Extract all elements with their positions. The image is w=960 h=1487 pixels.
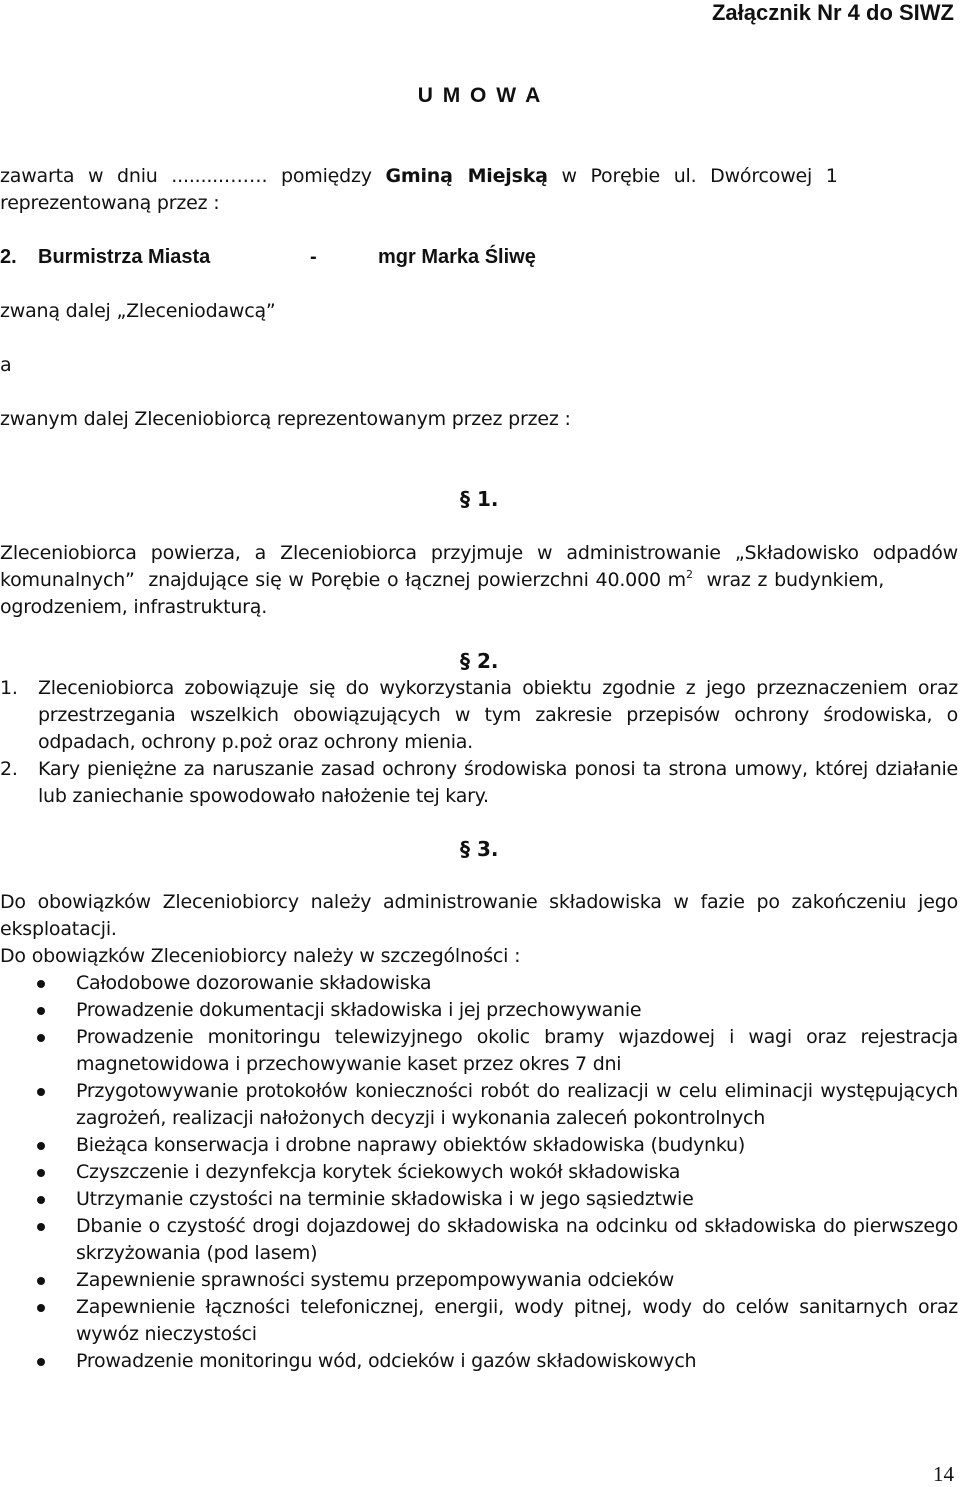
list-item: Czyszczenie i dezynfekcja korytek ściekowych wokół składowiska [0,1159,958,1186]
list-item: Przygotowywanie protokołów konieczności robót do realizacji w celu eliminacji występujących zagrożeń, realizacji nałożonych decyzji i wykonania zaleceń pokontrolnych [0,1078,958,1132]
representative-dash: - [310,246,317,268]
section-1-heading: § 1. [460,487,499,511]
list-item: Dbanie o czystość drogi dojazdowej do składowiska na odcinku od składowiska do pierwszego skrzyżowania (pod lasem) [0,1213,958,1267]
section-1-line-3: ogrodzeniem, infrastrukturą. [0,596,268,618]
representative-name: mgr Marka Śliwę [378,246,536,268]
list-item: Utrzymanie czystości na terminie składowiska i w jego sąsiedztwie [0,1186,958,1213]
list-item: Zapewnienie sprawności systemu przepompowywania odcieków [0,1267,958,1294]
list-item: Bieżąca konserwacja i drobne naprawy obiektów składowiska (budynku) [0,1132,958,1159]
list-item: Prowadzenie dokumentacji składowiska i jej przechowywanie [0,997,958,1024]
list-item: Prowadzenie monitoringu telewizyjnego okolic bramy wjazdowej i wagi oraz rejestracja magnetowidowa i przechowywanie kaset przez okres 7 dni [0,1024,958,1078]
duties-list [0,970,958,1375]
section-1-line-1: Zleceniobiorca powierza, a Zleceniobiorca przyjmuje w administrowanie „Składowisko odpadów [0,542,958,564]
document-title: U M O W A [417,84,543,107]
representative-number: 2. [0,246,17,268]
section-3-para-2: Do obowiązków Zleceniobiorcy należy w szczególności : [0,945,521,967]
intro-line-2: reprezentowaną przez : [0,192,220,214]
list-item: 1. Zleceniobiorca zobowiązuje się do wykorzystania obiektu zgodnie z jego przeznaczeniem oraz przestrzegania wszelkich obowiązujących w tym zakresie przepisów ochrony środowiska, o odpadach, ochrony p.poż oraz ochrony mienia. [0,677,958,753]
section-3-para-1-line-2: eksploatacji. [0,918,117,940]
list-item: Prowadzenie monitoringu wód, odcieków i gazów składowiskowych [0,1348,958,1375]
zleceniobiorca-line: zwanym dalej Zleceniobiorcą reprezentowanym przez przez : [0,408,571,430]
representative-role: Burmistrza Miasta [38,246,211,268]
conjunction: a [0,354,12,376]
list-item: 2. Kary pieniężne za naruszanie zasad ochrony środowiska ponosi ta strona umowy, której działanie lub zaniechanie spowodowało nałożenie tej kary. [0,758,958,807]
intro-line-1: zawarta w dniu .........……. pomiędzy Gminą Miejską w Porębie ul. Dwórcowej 1 [0,165,838,187]
section-2-heading: § 2. [460,649,499,673]
annex-label: Załącznik Nr 4 do SIWZ [711,0,954,25]
page-number: 14 [933,1462,954,1486]
list-item: Całodobowe dozorowanie składowiska [0,970,958,997]
list-item: Zapewnienie łączności telefonicznej, energii, wody pitnej, wody do celów sanitarnych oraz wywóz nieczystości [0,1294,958,1348]
section-3-para-1-line-1: Do obowiązków Zleceniobiorcy należy administrowanie składowiska w fazie po zakończeniu jego [0,891,958,913]
section-1-line-2: komunalnych” znajdujące się w Porębie o łącznej powierzchni 40.000 $m^2$ wraz z budynkiem, [0,568,885,591]
section-2-list [0,675,958,810]
section-3-heading: § 3. [460,837,499,861]
zleceniodawca-line: zwaną dalej „Zleceniodawcą” [0,300,276,322]
